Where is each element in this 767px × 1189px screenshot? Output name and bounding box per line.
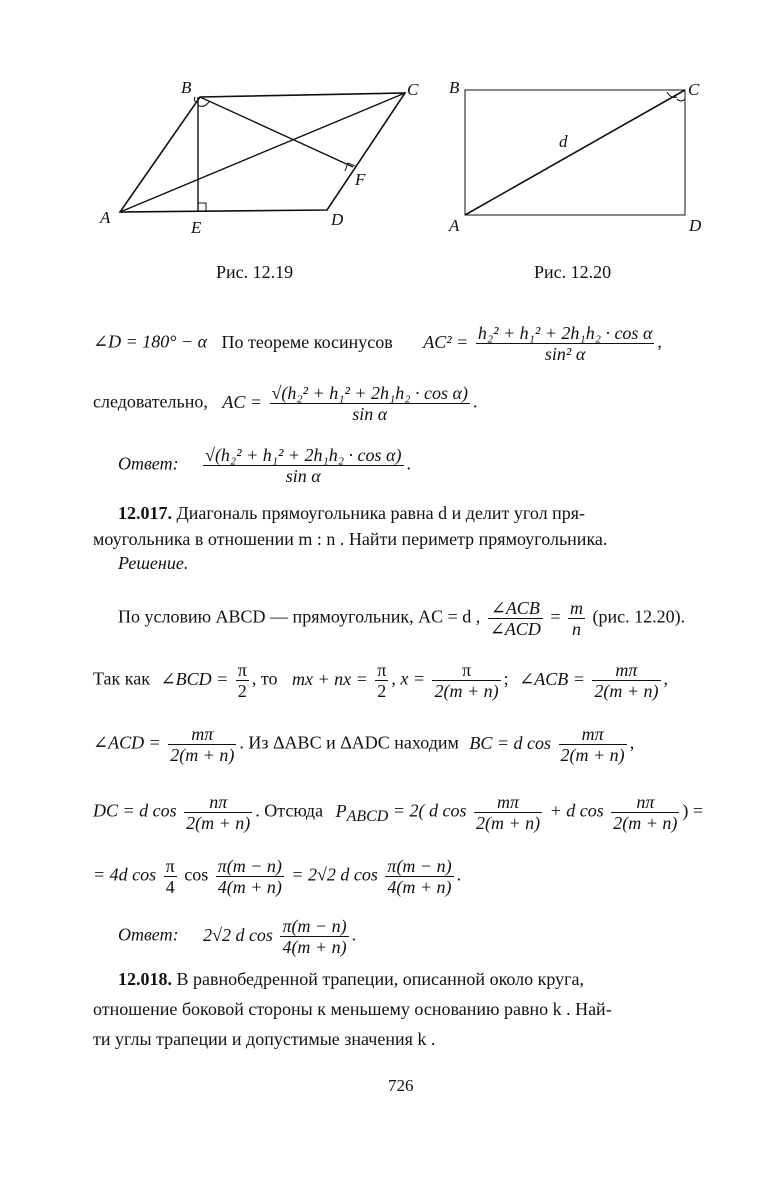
- problem-018-number: 12.018.: [118, 969, 172, 989]
- ac-num: √(h₂² + h₁² + 2h₁h₂ · cos α): [271, 383, 468, 403]
- fig2-label-a: A: [449, 216, 460, 235]
- fig2-label-b: B: [449, 78, 460, 97]
- final-eq2: = 2√2 d cos: [291, 864, 378, 885]
- dc-num: nπ: [184, 792, 252, 813]
- bcd-num: π: [237, 660, 247, 680]
- x-fraction: [432, 660, 500, 701]
- pi4-fraction: [164, 856, 177, 897]
- answer-prev-fraction: [203, 445, 403, 486]
- x-eq: x =: [400, 668, 425, 689]
- acb-num: mπ: [592, 660, 660, 681]
- x-den: 2(m + n): [434, 681, 499, 701]
- fig1-label-e: E: [191, 218, 202, 237]
- pi4-num: π: [165, 856, 175, 876]
- then-text: , то: [251, 668, 278, 689]
- mxnx-fraction: [375, 660, 388, 701]
- plus-dcos: + d cos: [549, 800, 604, 821]
- problem-017-number: 12.017.: [118, 503, 172, 523]
- fig1-label-d: D: [331, 210, 344, 229]
- p-sub: ABCD: [346, 808, 389, 826]
- acb-fraction: [592, 660, 660, 701]
- ac2-den: sin² α: [544, 344, 586, 364]
- p-eq: P: [335, 800, 347, 821]
- problem-017-line1: [118, 502, 585, 524]
- acd-eq: ∠ACD =: [93, 732, 161, 753]
- cond-mn-den: n: [571, 619, 581, 639]
- fig2-label-c: C: [688, 80, 700, 99]
- angle-d: ∠D = 180° − α: [93, 331, 208, 352]
- fig1-label-c: C: [407, 80, 419, 99]
- acb-eq: ∠ACB =: [519, 668, 585, 689]
- acd-num: mπ: [168, 724, 236, 745]
- problem-017-line2: [93, 528, 607, 550]
- fig1-label-f: F: [355, 170, 366, 189]
- ac2-fraction: [476, 323, 655, 364]
- final-cos: cos: [184, 864, 209, 885]
- pmn2-den: 4(m + n): [387, 877, 452, 897]
- answer-017-den: 4(m + n): [282, 937, 347, 957]
- mxnx-num: π: [377, 660, 387, 680]
- dc-fraction: [184, 792, 252, 833]
- p-frac1-num: mπ: [474, 792, 542, 813]
- dc-den: 2(m + n): [186, 813, 251, 833]
- ac-lhs: AC =: [222, 391, 263, 412]
- ac2-num: h₂² + h₁² + 2h₁h₂ · cos α: [477, 323, 653, 343]
- ac-line: следовательно, AC = $\frac{\text{√(h₂² + h₁² + 2h₁h₂ · cos α)}}{\text{sin α}}$ .: [93, 383, 478, 424]
- pmn-fraction-2: [385, 856, 453, 897]
- answer-017-label: Ответ:: [118, 924, 179, 945]
- bc-fraction: [559, 724, 627, 765]
- mxnx-eq: mx + nx =: [291, 668, 368, 689]
- since-text: Так как: [93, 668, 150, 689]
- since-line: Так как ∠BCD = $\frac{\pi}{2}$ , то mx + nx = $\frac{\pi}{2}$ , x = $\frac{\pi}{2(m + n)}$ ; ∠ACB = $\frac{m\pi}{2(m + n)}$ ,: [93, 660, 669, 701]
- answer-prev-den: sin α: [285, 466, 321, 486]
- fig2-label-diag: d: [559, 132, 568, 151]
- dc-eq: DC = d cos: [93, 800, 177, 821]
- ac2-lhs: AC² =: [423, 331, 469, 352]
- figure-12-20: [445, 75, 715, 240]
- p-frac2-den: 2(m + n): [613, 813, 678, 833]
- ac-den: sin α: [352, 404, 388, 424]
- bc-num: mπ: [559, 724, 627, 745]
- p-frac2-num: nπ: [611, 792, 679, 813]
- final-4dcos: = 4d cos: [93, 864, 157, 885]
- problem-018-line1: [118, 968, 584, 990]
- p-fraction-2: [611, 792, 679, 833]
- mxnx-den: 2: [377, 681, 387, 701]
- pi4-den: 4: [165, 877, 175, 897]
- fig2-caption: Рис. 12.20: [534, 262, 612, 282]
- problem-018-text1: В равнобедренной трапеции, описанной около круга,: [172, 969, 585, 989]
- acd-den: 2(m + n): [170, 745, 235, 765]
- solution-label: Решение.: [118, 553, 189, 573]
- condition-line: [118, 598, 685, 639]
- pmn1-num: π(m − n): [217, 856, 282, 876]
- bc-den: 2(m + n): [560, 745, 625, 765]
- from-text: . Из ΔABC и ΔADC находим: [239, 732, 459, 753]
- cos-theorem-text: По теореме косинусов: [221, 331, 393, 352]
- therefore-text: следовательно,: [93, 391, 208, 412]
- fig2-label-d: D: [689, 216, 702, 235]
- page-number: 726: [388, 1076, 414, 1095]
- answer-017-pre: 2√2 d cos: [203, 924, 273, 945]
- hence-text: . Отсюда: [255, 800, 324, 821]
- p-rest: = 2( d cos: [392, 800, 467, 821]
- answer-prev-num: √(h₂² + h₁² + 2h₁h₂ · cos α): [205, 445, 402, 465]
- bcd-fraction: [236, 660, 249, 701]
- ac-fraction: [270, 383, 470, 424]
- p-close: ) =: [682, 800, 704, 821]
- cond-frac-den: ∠ACD: [489, 619, 541, 639]
- answer-prev-label: Ответ:: [118, 453, 179, 474]
- p-frac1-den: 2(m + n): [475, 813, 541, 833]
- acb-den: 2(m + n): [594, 681, 659, 701]
- cond-mn-num: m: [569, 598, 583, 618]
- fig1-caption: Рис. 12.19: [216, 262, 294, 282]
- x-num: π: [432, 660, 500, 681]
- pmn2-num: π(m − n): [387, 856, 452, 876]
- acd-line: ∠ACD = $\frac{m\pi}{2(m + n)}$ . Из ΔABC и ΔADC находим BC = d cos $\frac{m\pi}{2(m + n)}$ ,: [93, 724, 635, 765]
- angle-d-line: ∠D = 180° − α По теореме косинусов AC² = $\frac{\text{h₂² + h₁² + 2h₁h₂ · cos α}}{\text{sin² α}}$ ,: [93, 323, 662, 364]
- cond-ref: (рис. 12.20).: [592, 606, 686, 627]
- cond-mn-fraction: [568, 598, 585, 639]
- problem-018-line2: [93, 998, 612, 1020]
- bc-eq: BC = d cos: [469, 732, 552, 753]
- pmn-fraction-1: [216, 856, 284, 897]
- condition-text: По условию ABCD — прямоугольник, AC = d ,: [118, 606, 481, 627]
- pmn1-den: 4(m + n): [217, 877, 282, 897]
- problem-017-text2: моугольника в отношении m : n . Найти периметр прямоугольника.: [93, 529, 608, 549]
- fig1-label-b: B: [181, 78, 192, 97]
- answer-017-line: Ответ: 2√2 d cos $\frac{\pi(m - n)}{4(m + n)}$ .: [118, 916, 357, 957]
- acd-fraction: [168, 724, 236, 765]
- answer-017-fraction: [280, 916, 348, 957]
- answer-prev-line: Ответ: $\frac{\text{√(h₂² + h₁² + 2h₁h₂ · cos α)}}{\text{sin α}}$ .: [118, 445, 411, 486]
- p-fraction-1: [474, 792, 542, 833]
- problem-017-text1: Диагональ прямоугольника равна d и делит угол пря-: [172, 503, 585, 523]
- final-line: = 4d cos $\frac{\pi}{4}$ cos $\frac{\pi(m - n)}{4(m + n)}$ = 2√2 d cos $\frac{\pi(m - n)}{4(m + n)}$ .: [93, 856, 462, 897]
- problem-018-line3: [93, 1028, 435, 1050]
- figure-12-19: [95, 75, 435, 240]
- bcd-den: 2: [237, 681, 247, 701]
- fig1-label-a: A: [100, 208, 111, 227]
- dc-line: [93, 792, 703, 833]
- cond-eq: =: [550, 606, 561, 627]
- answer-017-num: π(m − n): [282, 916, 347, 936]
- problem-018-text3: ти углы трапеции и допустимые значения k .: [93, 1029, 436, 1049]
- bcd-eq: ∠BCD =: [160, 668, 229, 689]
- problem-018-text2: отношение боковой стороны к меньшему основанию равно k . Най-: [93, 999, 612, 1019]
- cond-frac-num: ∠ACB: [488, 598, 543, 619]
- condition-fraction: [488, 598, 543, 639]
